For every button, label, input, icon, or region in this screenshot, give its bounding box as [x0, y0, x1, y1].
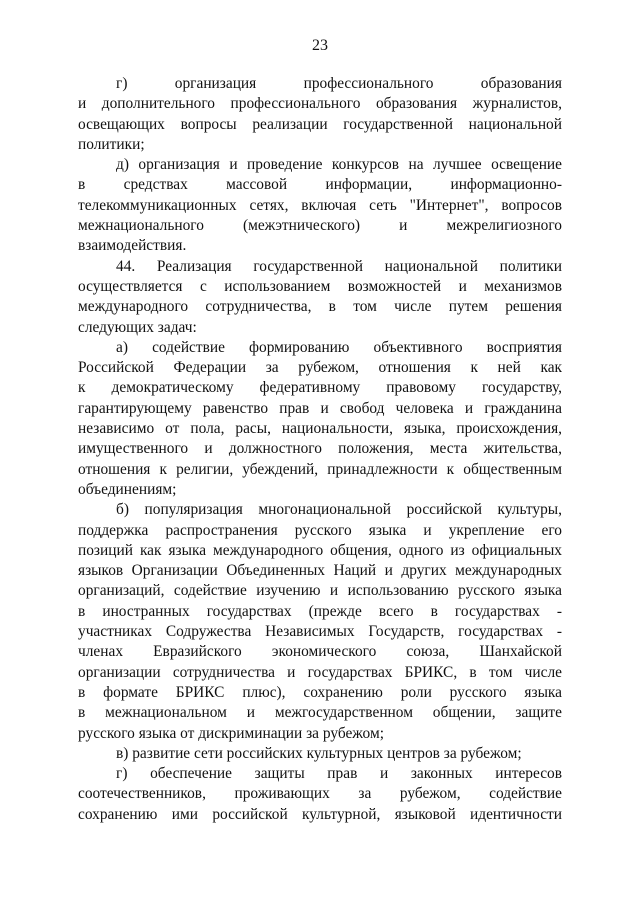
text-line: независимо от пола, расы, национальности, языка, происхождения, — [78, 420, 562, 438]
text-line: в формате БРИКС плюс), сохранению роли русского языка — [78, 683, 562, 701]
text-line: а) содействие формированию объективного восприятия — [116, 338, 562, 356]
text-line: следующих задач: — [78, 318, 197, 336]
text-line: Российской Федерации за рубежом, отношения к ней как — [78, 359, 562, 377]
text-line: освещающих вопросы реализации государственной национальной — [78, 115, 562, 133]
body-text — [78, 74, 562, 825]
text-line: в межнациональном и межгосударственном общении, защите — [78, 704, 562, 722]
text-line: 44. Реализация государственной национальной политики — [116, 257, 562, 275]
text-line: б) популяризация многонациональной российской культуры, — [116, 501, 562, 519]
text-line: к демократическому федеративному правовому государству, — [78, 379, 562, 397]
text-line: организаций, содействие изучению и использованию русского языка — [78, 582, 562, 600]
text-line: осуществляется с использованием возможностей и механизмов — [78, 277, 562, 295]
text-line: позиций как языка международного общения, одного из официальных — [78, 541, 562, 559]
text-line: г) обеспечение защиты прав и законных интересов — [116, 765, 562, 783]
text-line: сохранению ими российской культурной, языковой идентичности — [78, 805, 562, 823]
text-line: политики; — [78, 135, 145, 153]
page-number: 23 — [312, 37, 328, 54]
text-line: русского языка от дискриминации за рубежом; — [78, 724, 384, 742]
text-line: межнационального (межэтнического) и межрелигиозного — [78, 217, 562, 235]
text-line: и дополнительного профессионального образования журналистов, — [78, 95, 562, 113]
text-line: в иностранных государствах (прежде всего в государствах - — [78, 602, 562, 620]
text-line: поддержка распространения русского языка и укрепление его — [78, 521, 562, 539]
text-line: членах Евразийского экономического союза, Шанхайской — [78, 643, 562, 661]
text-line: взаимодействия. — [78, 237, 187, 255]
text-line: г) организация профессионального образования — [116, 75, 562, 92]
text-line: гарантирующему равенство прав и свобод человека и гражданина — [78, 399, 562, 417]
text-line: участниках Содружества Независимых Государств, государствах - — [78, 623, 562, 641]
text-line: объединениям; — [78, 480, 177, 498]
text-line: языков Организации Объединенных Наций и других международных — [78, 562, 562, 580]
text-line: имущественного и должностного положения, места жительства, — [78, 440, 562, 458]
text-line: д) организация и проведение конкурсов на лучшее освещение — [116, 156, 562, 174]
text-line: соотечественников, проживающих за рубежом, содействие — [78, 785, 562, 803]
text-line: в) развитие сети российских культурных центров за рубежом; — [116, 744, 522, 762]
text-line: телекоммуникационных сетях, включая сеть "Интернет", вопросов — [78, 196, 562, 214]
text-line: организации сотрудничества и государствах БРИКС, в том числе — [78, 663, 562, 681]
text-line: международного сотрудничества, в том числе путем решения — [78, 298, 562, 316]
text-line: в средствах массовой информации, информационно- — [78, 176, 562, 194]
text-line: отношения к религии, убеждений, принадлежности к общественным — [78, 460, 562, 478]
